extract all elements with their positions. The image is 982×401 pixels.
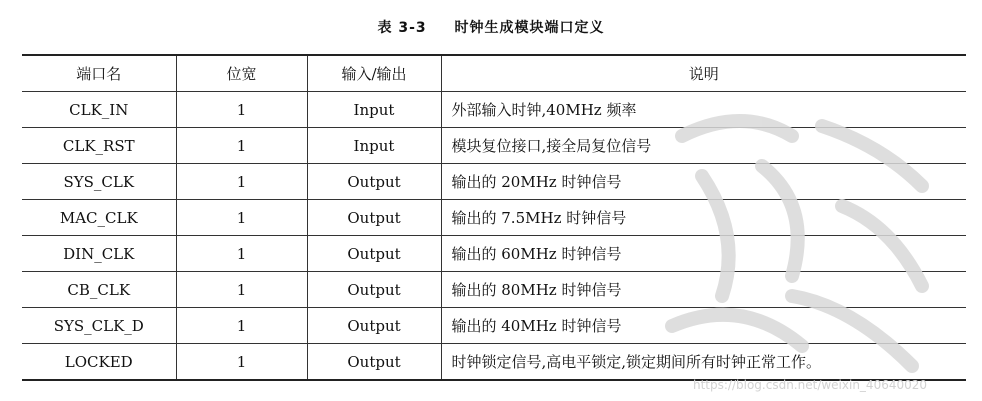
header-row [22, 55, 966, 92]
description-cell: 模块复位接口,接全局复位信号 [441, 128, 966, 164]
port-name-cell: MAC_CLK [22, 200, 176, 236]
caption-number: 表 3-3 [377, 20, 427, 36]
port-name-cell: SYS_CLK [22, 164, 176, 200]
direction-cell: Output [307, 344, 441, 381]
bit-width-cell: 1 [176, 164, 307, 200]
table-row [22, 272, 966, 308]
table-row [22, 236, 966, 272]
table-row [22, 200, 966, 236]
description-cell: 输出的 80MHz 时钟信号 [441, 272, 966, 308]
table-row [22, 92, 966, 128]
description-cell: 输出的 7.5MHz 时钟信号 [441, 200, 966, 236]
bit-width-cell: 1 [176, 236, 307, 272]
direction-cell: Input [307, 128, 441, 164]
bit-width-cell: 1 [176, 128, 307, 164]
caption-title: 时钟生成模块端口定义 [454, 20, 605, 36]
table-caption [0, 17, 982, 37]
header-description: 说明 [441, 55, 966, 92]
table-row [22, 344, 966, 381]
description-cell: 时钟锁定信号,高电平锁定,锁定期间所有时钟正常工作。 [441, 344, 966, 381]
direction-cell: Output [307, 200, 441, 236]
description-cell: 输出的 20MHz 时钟信号 [441, 164, 966, 200]
port-name-cell: LOCKED [22, 344, 176, 381]
header-bit-width: 位宽 [176, 55, 307, 92]
table-row [22, 128, 966, 164]
port-name-cell: CLK_RST [22, 128, 176, 164]
description-cell: 外部输入时钟,40MHz 频率 [441, 92, 966, 128]
bit-width-cell: 1 [176, 344, 307, 381]
description-cell: 输出的 60MHz 时钟信号 [441, 236, 966, 272]
table-row [22, 308, 966, 344]
port-name-cell: DIN_CLK [22, 236, 176, 272]
bit-width-cell: 1 [176, 308, 307, 344]
table-row [22, 164, 966, 200]
header-direction: 输入/输出 [307, 55, 441, 92]
bit-width-cell: 1 [176, 200, 307, 236]
watermark-url: https://blog.csdn.net/weixin_40640020 [693, 378, 928, 392]
direction-cell: Output [307, 236, 441, 272]
direction-cell: Output [307, 164, 441, 200]
port-name-cell: SYS_CLK_D [22, 308, 176, 344]
direction-cell: Input [307, 92, 441, 128]
port-definition-table [22, 54, 966, 381]
description-cell: 输出的 40MHz 时钟信号 [441, 308, 966, 344]
port-name-cell: CLK_IN [22, 92, 176, 128]
direction-cell: Output [307, 272, 441, 308]
direction-cell: Output [307, 308, 441, 344]
bit-width-cell: 1 [176, 92, 307, 128]
header-port-name: 端口名 [22, 55, 176, 92]
bit-width-cell: 1 [176, 272, 307, 308]
port-name-cell: CB_CLK [22, 272, 176, 308]
